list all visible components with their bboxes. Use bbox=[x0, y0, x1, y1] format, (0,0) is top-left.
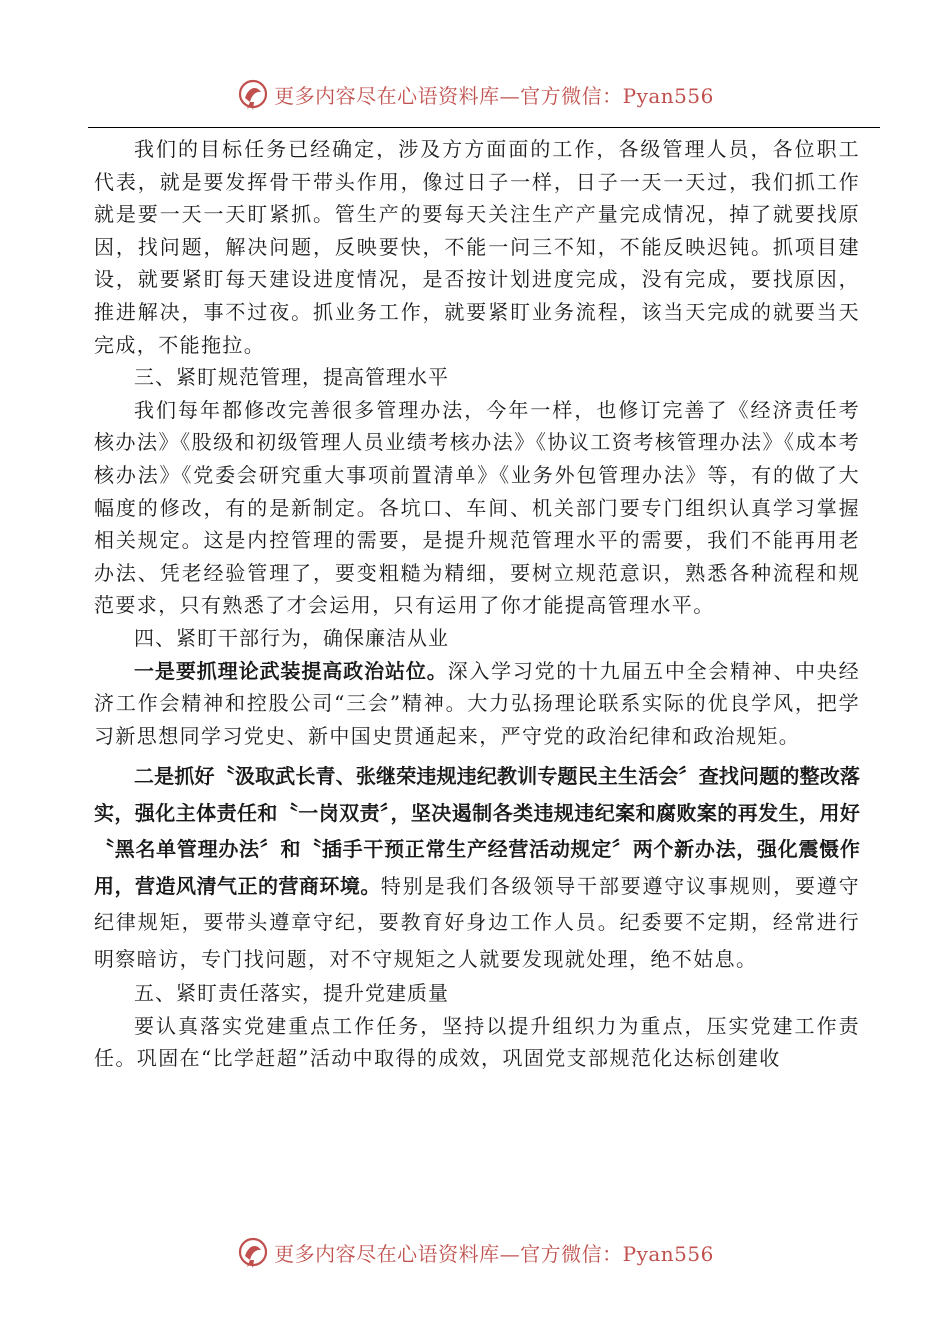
header-rule bbox=[88, 127, 880, 128]
paragraph-lead: 一是要抓理论武装提高政治站位。 bbox=[134, 658, 448, 683]
watermark-text: 更多内容尽在心语资料库—官方微信：Pyan556 bbox=[274, 1241, 714, 1266]
section-heading: 五、紧盯责任落实，提升党建质量 bbox=[134, 981, 449, 1006]
ribbon-icon bbox=[236, 1235, 270, 1269]
section-heading: 三、紧盯规范管理，提高管理水平 bbox=[134, 365, 449, 390]
paragraph-lead: 二是抓好〝汲取武长青、张继荣违规违纪教训专题民主生活会〞查找问题的整改落实，强化主体责任和〝一岗双责〞，坚决遏制各类违规违纪案和腐败案的再发生，用好〝黑名单管理办法〞和〝插手干预正常生产经营活动规定〞两个新办法，强化震慑作用，营造风清气正的营商环境。 bbox=[94, 764, 860, 898]
watermark-text: 更多内容尽在心语资料库—官方微信：Pyan556 bbox=[274, 83, 714, 108]
paragraph-text: 深入学习党的十九届五中全会精神、中央经济工作会精神和控股公司“三会”精神。大力弘扬理论联系实际的优良学风，把学习新思想同学习党史、新中国史贯通起来，严守党的政治纪律和政治规矩。 bbox=[94, 658, 861, 748]
watermark-banner-bottom bbox=[0, 1232, 950, 1272]
paragraph-bold bbox=[94, 758, 860, 977]
paragraph: 要认真落实党建重点工作任务，坚持以提升组织力为重点，压实党建工作责任。巩固在“比学赶超”活动中取得的成效，巩固党支部规范化达标创建收 bbox=[94, 1013, 860, 1071]
section-heading: 四、紧盯干部行为，确保廉洁从业 bbox=[134, 625, 449, 650]
paragraph bbox=[94, 655, 860, 753]
document-body bbox=[94, 133, 860, 1075]
watermark-banner-top bbox=[0, 74, 950, 114]
ribbon-icon bbox=[236, 77, 270, 111]
paragraph-text: 特别是我们各级领导干部要遵守议事规则，要遵守纪律规矩，要带头遵章守纪，要教育好身边工作人员。纪委要不定期，经常进行明察暗访，专门找问题，对不守规矩之人就要发现就处理，绝不姑息。 bbox=[94, 873, 860, 971]
paragraph: 我们每年都修改完善很多管理办法，今年一样，也修订完善了《经济责任考核办法》《股级和初级管理人员业绩考核办法》《协议工资考核管理办法》《成本考核办法》《党委会研究重大事项前置清单》《业务外包管理办法》等，有的做了大幅度的修改，有的是新制定。各坑口、车间、机关部门要专门组织认真学习掌握相关规定。这是内控管理的需要，是提升规范管理水平的需要，我们不能再用老办法、凭老经验管理了，要变粗糙为精细，要树立规范意识，熟悉各种流程和规范要求，只有熟悉了才会运用，只有运用了你才能提高管理水平。 bbox=[94, 397, 860, 618]
paragraph: 我们的目标任务已经确定，涉及方方面面的工作，各级管理人员，各位职工代表，就是要发挥骨干带头作用，像过日子一样，日子一天一天过，我们抓工作就是要一天一天盯紧抓。管生产的要每天关注生产产量完成情况，掉了就要找原因，找问题，解决问题，反映要快，不能一问三不知，不能反映迟钝。抓项目建设，就要紧盯每天建设进度情况，是否按计划进度完成，没有完成，要找原因，推进解决，事不过夜。抓业务工作，就要紧盯业务流程，该当天完成的就要当天完成，不能拖拉。 bbox=[94, 137, 860, 357]
